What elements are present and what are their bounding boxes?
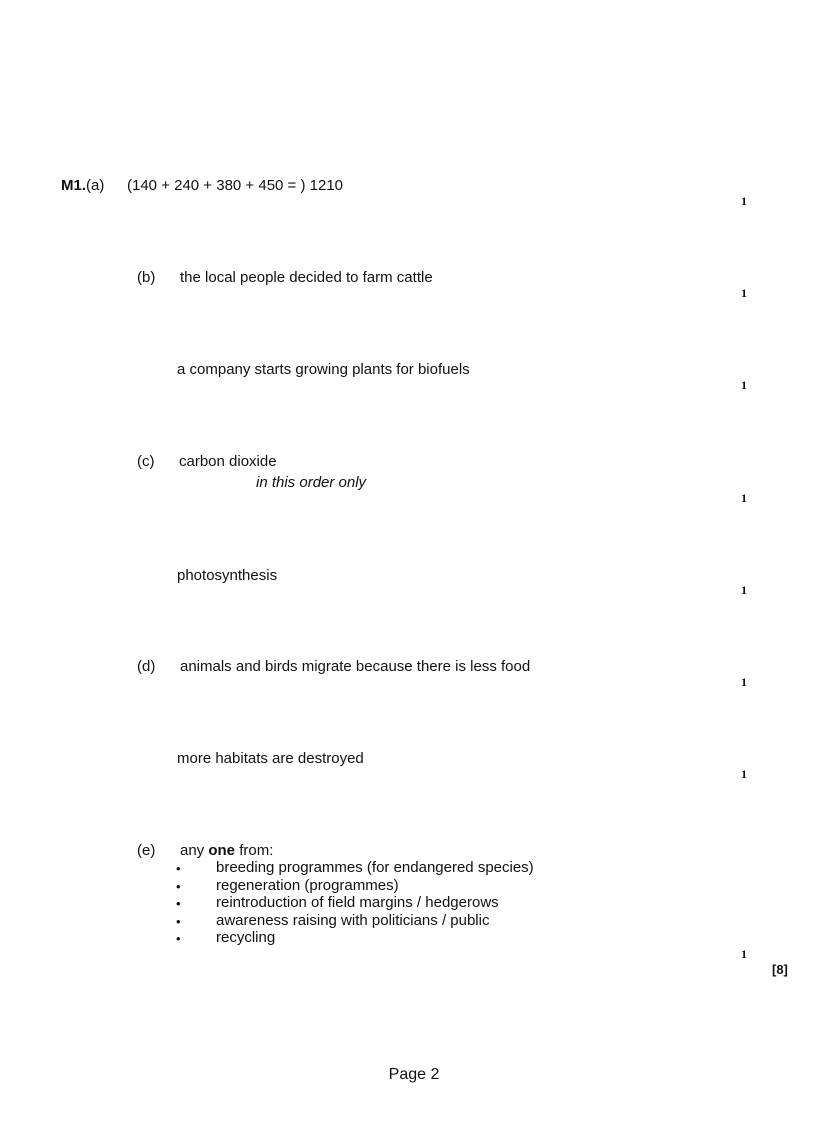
part-d-answer-2: more habitats are destroyed — [177, 750, 364, 767]
part-e-mark: 1 — [741, 947, 747, 961]
part-b-answer-1: the local people decided to farm cattle — [180, 269, 433, 286]
part-d-mark-1: 1 — [741, 675, 747, 689]
bullet-icon: • — [176, 879, 181, 894]
part-e-intro: any one from: — [180, 842, 274, 859]
bullet-icon: • — [176, 896, 181, 911]
part-b-mark-2: 1 — [741, 378, 747, 392]
bullet-icon: • — [176, 861, 181, 876]
part-c-mark-1: 1 — [741, 491, 747, 505]
question-number: M1. — [61, 177, 87, 194]
part-a-label: (a) — [86, 177, 105, 194]
part-c-note: in this order only — [256, 474, 367, 491]
list-item: reintroduction of field margins / hedgerows — [216, 894, 499, 911]
part-d-mark-2: 1 — [741, 767, 747, 781]
bullet-icon: • — [176, 931, 181, 946]
part-e-label: (e) — [137, 842, 156, 859]
part-a-mark: 1 — [741, 194, 747, 208]
part-c-answer-2: photosynthesis — [177, 567, 278, 584]
question-label — [61, 177, 104, 195]
total-marks: [8] — [772, 962, 788, 977]
list-item: regeneration (programmes) — [216, 877, 399, 894]
part-a-answer: (140 + 240 + 380 + 450 = ) 1210 — [127, 177, 344, 194]
part-b-mark-1: 1 — [741, 286, 747, 300]
page-number: Page 2 — [388, 1066, 440, 1083]
part-c-label: (c) — [137, 453, 155, 470]
part-c-answer-1: carbon dioxide — [179, 453, 277, 470]
list-item: recycling — [216, 929, 276, 946]
bullet-icon: • — [176, 914, 181, 929]
part-c-mark-2: 1 — [741, 583, 747, 597]
part-d-answer-1: animals and birds migrate because there is less food — [180, 658, 531, 675]
part-b-label: (b) — [137, 269, 156, 286]
list-item: awareness raising with politicians / public — [216, 912, 490, 929]
part-d-label: (d) — [137, 658, 156, 675]
part-b-answer-2: a company starts growing plants for biofuels — [177, 361, 470, 378]
list-item: breeding programmes (for endangered species) — [216, 859, 534, 876]
